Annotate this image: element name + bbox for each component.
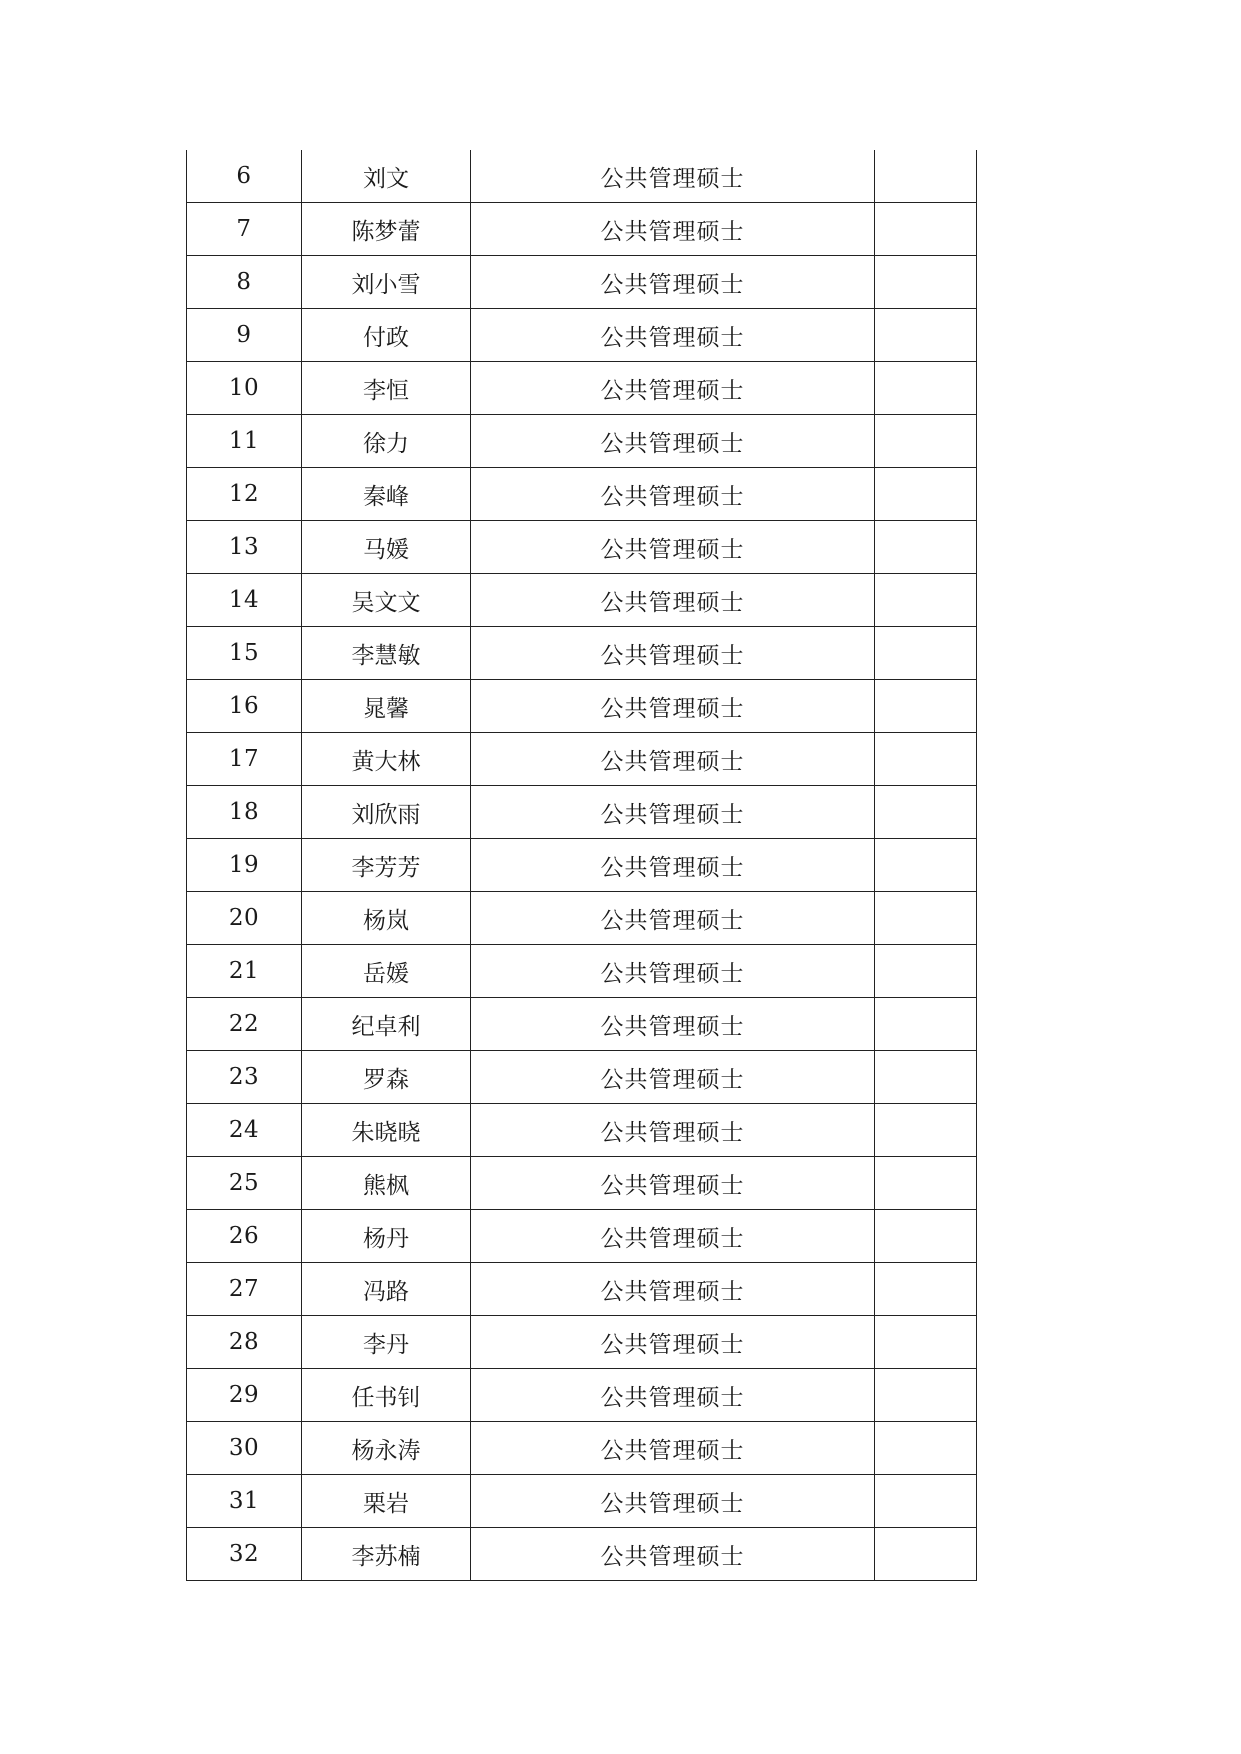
remarks-cell	[875, 1369, 977, 1422]
student-name-cell: 刘文	[302, 150, 471, 203]
student-name-cell: 晁馨	[302, 680, 471, 733]
degree-cell: 公共管理硕士	[471, 839, 875, 892]
degree-cell: 公共管理硕士	[471, 256, 875, 309]
student-name-cell: 李芳芳	[302, 839, 471, 892]
remarks-cell	[875, 945, 977, 998]
row-number-cell: 14	[187, 574, 302, 627]
student-name-cell: 岳媛	[302, 945, 471, 998]
student-name-cell: 马媛	[302, 521, 471, 574]
remarks-cell	[875, 521, 977, 574]
degree-cell: 公共管理硕士	[471, 945, 875, 998]
table-row	[187, 203, 977, 256]
row-number-cell: 9	[187, 309, 302, 362]
degree-cell: 公共管理硕士	[471, 309, 875, 362]
remarks-cell	[875, 892, 977, 945]
student-name-cell: 李慧敏	[302, 627, 471, 680]
student-name-cell: 罗森	[302, 1051, 471, 1104]
degree-cell: 公共管理硕士	[471, 415, 875, 468]
row-number-cell: 27	[187, 1263, 302, 1316]
degree-cell: 公共管理硕士	[471, 203, 875, 256]
row-number-cell: 8	[187, 256, 302, 309]
remarks-cell	[875, 627, 977, 680]
remarks-cell	[875, 1316, 977, 1369]
row-number-cell: 7	[187, 203, 302, 256]
table-row	[187, 1104, 977, 1157]
row-number-cell: 10	[187, 362, 302, 415]
row-number-cell: 24	[187, 1104, 302, 1157]
row-number-cell: 30	[187, 1422, 302, 1475]
remarks-cell	[875, 1051, 977, 1104]
table-row	[187, 1051, 977, 1104]
remarks-cell	[875, 1104, 977, 1157]
row-number-cell: 28	[187, 1316, 302, 1369]
degree-cell: 公共管理硕士	[471, 362, 875, 415]
remarks-cell	[875, 1475, 977, 1528]
degree-cell: 公共管理硕士	[471, 521, 875, 574]
table-row	[187, 150, 977, 203]
table-row	[187, 1316, 977, 1369]
row-number-cell: 6	[187, 150, 302, 203]
student-name-cell: 李苏楠	[302, 1528, 471, 1581]
row-number-cell: 15	[187, 627, 302, 680]
student-name-cell: 冯路	[302, 1263, 471, 1316]
remarks-cell	[875, 1263, 977, 1316]
row-number-cell: 26	[187, 1210, 302, 1263]
degree-cell: 公共管理硕士	[471, 150, 875, 203]
remarks-cell	[875, 1210, 977, 1263]
student-name-cell: 杨岚	[302, 892, 471, 945]
student-name-cell: 杨永涛	[302, 1422, 471, 1475]
row-number-cell: 19	[187, 839, 302, 892]
table-row	[187, 309, 977, 362]
table-row	[187, 1422, 977, 1475]
table-row	[187, 945, 977, 998]
degree-cell: 公共管理硕士	[471, 1157, 875, 1210]
row-number-cell: 32	[187, 1528, 302, 1581]
degree-cell: 公共管理硕士	[471, 574, 875, 627]
row-number-cell: 13	[187, 521, 302, 574]
table-row	[187, 1528, 977, 1581]
table-row	[187, 468, 977, 521]
row-number-cell: 12	[187, 468, 302, 521]
remarks-cell	[875, 309, 977, 362]
remarks-cell	[875, 733, 977, 786]
degree-cell: 公共管理硕士	[471, 1104, 875, 1157]
degree-cell: 公共管理硕士	[471, 627, 875, 680]
student-name-cell: 付政	[302, 309, 471, 362]
student-name-cell: 刘小雪	[302, 256, 471, 309]
remarks-cell	[875, 415, 977, 468]
table-row	[187, 521, 977, 574]
remarks-cell	[875, 203, 977, 256]
student-name-cell: 纪卓利	[302, 998, 471, 1051]
degree-cell: 公共管理硕士	[471, 1475, 875, 1528]
remarks-cell	[875, 680, 977, 733]
degree-cell: 公共管理硕士	[471, 1316, 875, 1369]
table-row	[187, 786, 977, 839]
remarks-cell	[875, 1157, 977, 1210]
student-name-cell: 陈梦蕾	[302, 203, 471, 256]
row-number-cell: 18	[187, 786, 302, 839]
remarks-cell	[875, 574, 977, 627]
remarks-cell	[875, 468, 977, 521]
degree-cell: 公共管理硕士	[471, 1422, 875, 1475]
remarks-cell	[875, 256, 977, 309]
degree-cell: 公共管理硕士	[471, 1263, 875, 1316]
table-row	[187, 627, 977, 680]
row-number-cell: 20	[187, 892, 302, 945]
degree-cell: 公共管理硕士	[471, 786, 875, 839]
remarks-cell	[875, 150, 977, 203]
student-name-cell: 黄大林	[302, 733, 471, 786]
row-number-cell: 11	[187, 415, 302, 468]
row-number-cell: 31	[187, 1475, 302, 1528]
row-number-cell: 21	[187, 945, 302, 998]
row-number-cell: 22	[187, 998, 302, 1051]
table-row	[187, 362, 977, 415]
remarks-cell	[875, 998, 977, 1051]
degree-cell: 公共管理硕士	[471, 468, 875, 521]
table-row	[187, 839, 977, 892]
remarks-cell	[875, 1422, 977, 1475]
remarks-cell	[875, 839, 977, 892]
student-name-cell: 杨丹	[302, 1210, 471, 1263]
student-name-cell: 吴文文	[302, 574, 471, 627]
row-number-cell: 17	[187, 733, 302, 786]
degree-cell: 公共管理硕士	[471, 1528, 875, 1581]
student-name-cell: 刘欣雨	[302, 786, 471, 839]
student-name-cell: 徐力	[302, 415, 471, 468]
table-row	[187, 415, 977, 468]
table-row	[187, 1263, 977, 1316]
student-name-cell: 李丹	[302, 1316, 471, 1369]
student-name-cell: 栗岩	[302, 1475, 471, 1528]
degree-cell: 公共管理硕士	[471, 1369, 875, 1422]
row-number-cell: 23	[187, 1051, 302, 1104]
student-name-cell: 任书钊	[302, 1369, 471, 1422]
table-row	[187, 733, 977, 786]
table-row	[187, 1475, 977, 1528]
roster-table	[186, 150, 977, 1581]
degree-cell: 公共管理硕士	[471, 1051, 875, 1104]
table-row	[187, 1210, 977, 1263]
degree-cell: 公共管理硕士	[471, 892, 875, 945]
degree-cell: 公共管理硕士	[471, 680, 875, 733]
remarks-cell	[875, 786, 977, 839]
table-row	[187, 574, 977, 627]
table-row	[187, 680, 977, 733]
table-row	[187, 1157, 977, 1210]
roster-table-body	[187, 150, 977, 1581]
degree-cell: 公共管理硕士	[471, 998, 875, 1051]
degree-cell: 公共管理硕士	[471, 733, 875, 786]
degree-cell: 公共管理硕士	[471, 1210, 875, 1263]
row-number-cell: 16	[187, 680, 302, 733]
student-name-cell: 秦峰	[302, 468, 471, 521]
row-number-cell: 25	[187, 1157, 302, 1210]
student-name-cell: 朱晓晓	[302, 1104, 471, 1157]
table-row	[187, 1369, 977, 1422]
student-name-cell: 李恒	[302, 362, 471, 415]
document-page	[186, 150, 976, 1581]
table-row	[187, 998, 977, 1051]
remarks-cell	[875, 362, 977, 415]
table-row	[187, 892, 977, 945]
row-number-cell: 29	[187, 1369, 302, 1422]
student-name-cell: 熊枫	[302, 1157, 471, 1210]
table-row	[187, 256, 977, 309]
remarks-cell	[875, 1528, 977, 1581]
